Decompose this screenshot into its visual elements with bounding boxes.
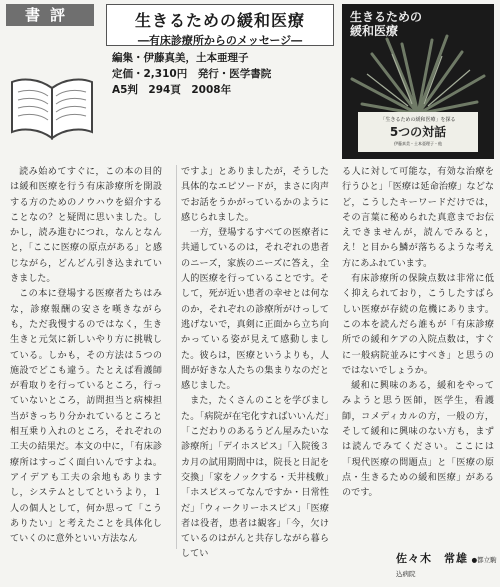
book-spec: A5判 294頁 2008年 bbox=[112, 84, 232, 96]
review-column-1 bbox=[10, 165, 162, 549]
cover-title bbox=[350, 10, 490, 38]
book-subtitle: ―有床診療所からのメッセージ― bbox=[137, 34, 303, 47]
paragraph: 有床診療所の保険点数は非常に低く抑えられており，こうしたすばらしい医療が存続の危機にあります。この本を読んだら誰もが「有床診療所での緩和ケアの入院点数は，すぐに一般病院並みにすべき」と思うのではないでしょうか。 bbox=[342, 274, 494, 376]
book-title: 生きるための緩和医療 bbox=[134, 11, 305, 30]
paragraph: この本に登場する医療者たちはみな，診療報酬の安さを嘆きながらも，ただ我慢するのではなく，生き生きと元気に新しいやり方に挑戦している。しかも，その方法は５つの施設でどこも違う。たとえば看護師が看取りを行っているところ，行っていないところ，訪問担当と病棟担当がきっちり分かれているところと相互乗り入れのところ，それぞれの工夫の結果だ。本文の中に，「有床診療所はすっごく面白いんですよね。アイデアも工夫の余地もありますし，システムとしてというより，１人の個人として，何か思って「こうありたい」と考えたことを具体化していくのに意外といい方法なん bbox=[10, 289, 162, 545]
open-book-icon bbox=[8, 74, 96, 144]
section-label: 書評 bbox=[6, 4, 94, 26]
cover-band-title: 5つの対話 bbox=[389, 125, 447, 139]
paragraph: ですよ」とありましたが，そうした具体的なエピソードが，まさに肉声でお話をうかがっているかのように感じられました。 bbox=[181, 167, 329, 223]
paragraph: 一方，登場するすべての医療者に共通しているのは，それぞれの患者のニーズ，家族のニーズに答え，全人的医療を行っていることです。そして，死が近い患者の幸せとは何なのか，それぞれの診療所がけっして逃げないで，真剣に正面から立ち向かっている姿が見えて感動しました。彼らは，医療というよりも，人間が好きな人たちの集まりなのだと感じました。 bbox=[181, 228, 329, 392]
cover-band-authors: 伊藤真美・土本亜理子・他 bbox=[394, 141, 442, 146]
reviewer-affiliation: ●都立駒込病院 bbox=[396, 556, 497, 578]
cover-title-line1: 生きるための bbox=[350, 10, 423, 24]
review-column-2 bbox=[176, 165, 329, 560]
reviewer bbox=[396, 550, 500, 579]
paragraph: また，たくさんのことを学びました。「病院が在宅化すればいいんだ」「こだわりのあるうどん屋みたいな診療所」「デイホスピス」「入院後３カ月の試用期間中は，院長と日記を交換」「家をノックする・天井桟敷」「ホスピスってなんですか・日常性だ」「ウィークリーホスピス」「医療者は役者，患者は観客」「今，欠けているのはがんと共存しながら暮らしてい bbox=[181, 396, 329, 560]
cover-foliage-illustration bbox=[342, 34, 494, 114]
book-title-box bbox=[106, 4, 334, 46]
book-price-publisher: 定価・2,310円 発行・医学書院 bbox=[112, 68, 272, 80]
book-editors: 編集・伊藤真美，土本亜理子 bbox=[112, 52, 249, 64]
review-column-3 bbox=[342, 165, 494, 549]
paragraph: 緩和に興味のある，緩和をやってみようと思う医師，医学生，看護師，コメディカルの方，一般の方，そして緩和に興味のない方も，まずは読んでみてください。ここには「現代医療の問題点」と「医療の原点・生きるための緩和医療」があるのです。 bbox=[342, 381, 494, 499]
paragraph: る人に対して可能な，有効な治療を行うひと」「医療は延命治療」などなど，こうしたキーワードだけでは，その言葉に秘められた真意までお伝えできませんが，読んでみると，え！と目から鱗が落ちるような考え方にあふれています。 bbox=[342, 167, 494, 269]
book-cover-image bbox=[342, 4, 494, 159]
reviewer-name: 佐々木 常雄 bbox=[396, 552, 468, 565]
cover-band-subtitle: 「生きるための緩和医療」を探る bbox=[380, 117, 456, 123]
cover-title-line2: 緩和医療 bbox=[350, 24, 399, 38]
cover-band bbox=[358, 112, 478, 152]
book-meta bbox=[112, 50, 337, 98]
paragraph: 読み始めてすぐに，この本の目的は緩和医療を行う有床診療所を開設する方のためのノウハウを紹介することなの？と疑問に思いました。しかし，読み進むにつれ，なんとなんと，「ここに医療の原点がある」と感じながら，どんどん引き込まれていきました。 bbox=[10, 167, 162, 285]
